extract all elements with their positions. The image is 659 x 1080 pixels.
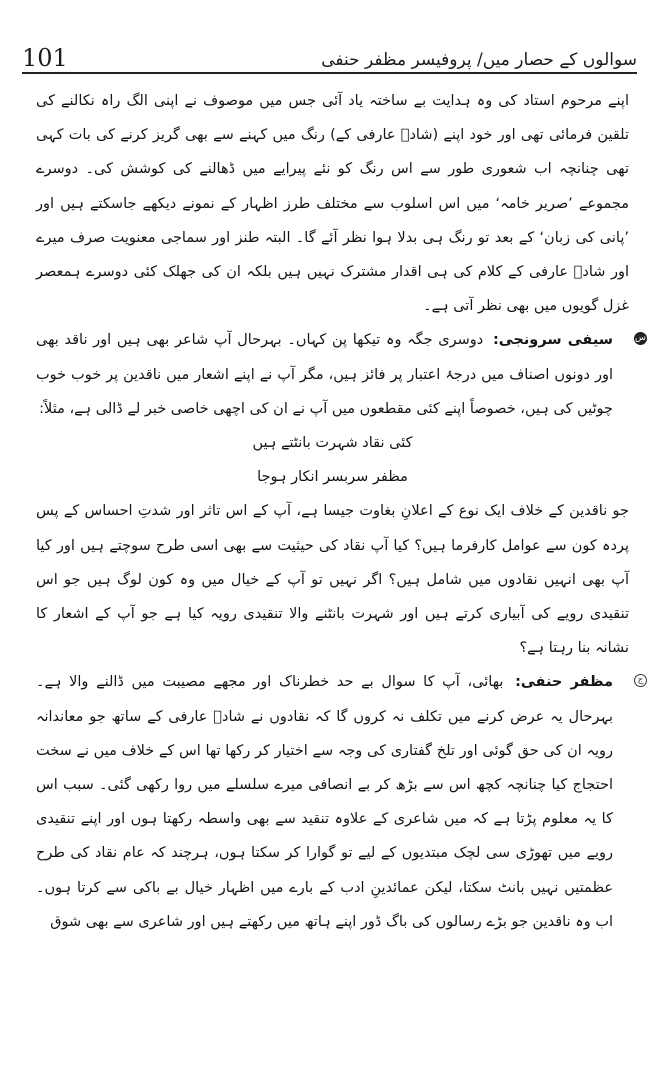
- header-rule: [22, 72, 637, 74]
- question-speaker: سیفی سرونجی:: [492, 332, 613, 349]
- answer-text: بھائی، آپ کا سوال بے حد خطرناک اور مجھے مصیبت میں ڈالنے والا ہے۔ بہرحال یہ عرض کرنے میں تکلف نہ کروں گا کہ نقادوں نے شادؔ عارفی کے ساتھ جو معاندانہ رویہ ان کی حق گوئی اور تلخ گفتاری کی وجہ سے اختیار کر رکھا تھا اس کے خلاف میں نے سخت احتجاج کیا چنانچہ کچھ اس سے بڑھ کر بے انصافی میرے سلسلے میں روا رکھی گئی۔ سبب اس کا یہ معلوم پڑتا ہے کہ میں شاعری کے علاوہ تنقید سے بھی واسطہ رکھتا ہوں اور اپنے تنقیدی رویے میں تھوڑی سی لچک مبتدیوں کے لیے تو گوارا کر سکتا ہوں، ہرچند کہ عام نقاد کی طرح عظمتیں نہیں بانٹ سکتا، لیکن عمائدینِ ادب کے بارے میں اظہار خیال بے باکی سے کرتا ہوں۔ اب وہ ناقدین جو بڑے رسالوں کی باگ ڈور اپنے ہاتھ میں رکھتے ہیں اور شاعری سے بھی شوق: [36, 674, 613, 930]
- page-header: [22, 22, 637, 70]
- answer-speaker: مظفر حنفی:: [515, 674, 613, 691]
- question-continuation: جو ناقدین کے خلاف ایک نوع کے اعلانِ بغاوت جیسا ہے، آپ کے اس تاثر اور شدتِ احساس کے پس پردہ کون سے عوامل کارفرما ہیں؟ کیا آپ نقاد کی حیثیت سے بھی اسی طرح سوچتے ہیں اور کیا آپ بھی انہیں نقادوں میں شامل ہیں؟ اگر نہیں تو آپ کے خیال میں وہ کون لوگ ہیں جو اس تنقیدی رویے کی آبیاری کرتے ہیں اور شہرت بانٹنے والا تنقیدی رویہ کیا ہے جو آپ کے اشعار کا نشانہ بنا رہتا ہے؟: [36, 503, 629, 657]
- question-text: دوسری جگہ وہ تیکھا پن کہاں۔ بہرحال آپ شاعر بھی ہیں اور ناقد بھی اور دونوں اصناف میں درجۂ اعتبار پر فائز ہیں، مگر آپ نے اپنے اشعار میں ناقدین پر خوب خوب چوٹیں کی ہیں، خصوصاً اپنے کئی مقطعوں میں آپ نے ان کی اچھی خاصی خبر لے ڈالی ہے، مثلاً:: [36, 332, 613, 417]
- intro-paragraph: اپنے مرحوم استاد کی وہ ہدایت بے ساختہ یاد آئی جس میں موصوف نے اپنی الگ راہ نکالنے کی تلقین فرمائی تھی اور خود اپنے (شادؔ عارفی کے) رنگ میں کہنے سے بھی گریز کرنے کی بات کہی تھی چنانچہ اب شعوری طور سے اس رنگ کو نئے پیرایے میں ڈھالنے کی کوشش کی۔ دوسرے مجموعے ’صریر خامہ‘ میں اس اسلوب سے مختلف طرز اظہار کے نمونے دیکھے جاسکتے ہیں اور ’پانی کی زبان‘ کے بعد تو رنگ ہی بدلا ہوا نظر آئے گا۔ البتہ طنز اور سماجی معنویت صرف میرے اور شادؔ عارفی کے کلام کی ہی اقدار مشترک نہیں ہیں بلکہ ان کی جھلک کئی دوسرے ہمعصر غزل گویوں میں بھی نظر آتی ہے۔: [36, 93, 629, 315]
- page-number: 101: [22, 44, 68, 72]
- answer-marker-icon: ج: [634, 674, 647, 687]
- question-paragraph: [36, 323, 646, 426]
- running-head: سوالوں کے حصار میں/ پروفیسر مظفر حنفی: [321, 49, 637, 70]
- answer-paragraph: [36, 665, 644, 939]
- page-body: [36, 84, 646, 939]
- verse-line-1: کئی نقاد شہرت بانٹتے ہیں: [252, 435, 413, 452]
- question-marker-icon: س: [635, 333, 646, 344]
- verse-line-2: مظفر سربسر انکار ہوجا: [257, 469, 408, 486]
